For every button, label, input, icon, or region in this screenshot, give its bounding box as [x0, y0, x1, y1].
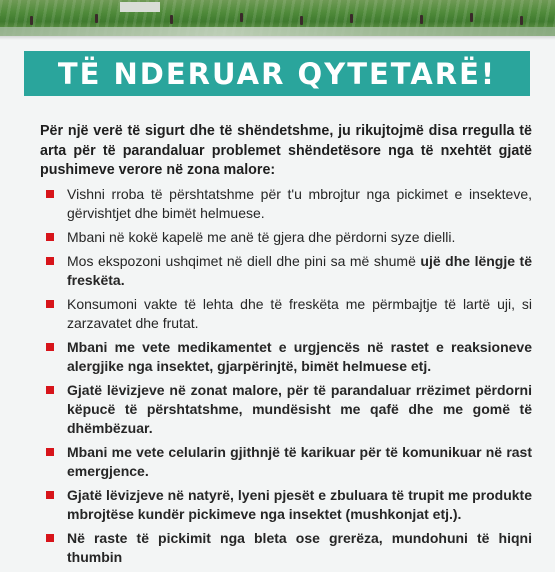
- list-item: Konsumoni vakte të lehta dhe të freskëta me përmbajtje të lartë uji, si zarzavatet dhe frutat.: [40, 295, 532, 333]
- list-item: Mbani me vete medikamentet e urgjencës në rastet e reaksioneve alergjike nga insektet, gjarpërinjtë, bimët helmuese etj.: [40, 338, 532, 376]
- bullet-square-icon: [46, 386, 54, 394]
- bullet-square-icon: [46, 257, 54, 265]
- intro-text: Për një verë të sigurt dhe të shëndetshme, ju rikujtojmë disa rregulla të arta për të parandaluar problemet shëndetësore nga të nxehtët gjatë pushimeve verore në zona malore:: [40, 123, 532, 178]
- advice-list: [40, 185, 532, 567]
- list-item: Vishni rroba të përshtatshme për t'u mbrojtur nga pickimet e insekteve, gërvishtjet dhe bimët helmuese.: [40, 185, 532, 223]
- bullet-square-icon: [46, 190, 54, 198]
- list-item: Mos ekspozoni ushqimet në diell dhe pini sa më shumë ujë dhe lëngje të freskëta.: [40, 252, 532, 290]
- list-item: Gjatë lëvizjeve në zonat malore, për të parandaluar rrëzimet përdorni këpucë të përshtatshme, mundësisht me qafë dhe me gomë të dhëmbëzuar.: [40, 381, 532, 438]
- title-banner: [24, 51, 530, 96]
- bullet-square-icon: [46, 534, 54, 542]
- advice-content: [40, 122, 532, 572]
- list-item: Mbani me vete celularin gjithnjë të karikuar për të komunikuar në rast emergjence.: [40, 443, 532, 481]
- bullet-square-icon: [46, 233, 54, 241]
- bullet-square-icon: [46, 491, 54, 499]
- header-photo: [0, 0, 555, 36]
- list-item: Gjatë lëvizjeve në natyrë, lyeni pjesët e zbuluara të trupit me produkte mbrojtëse kundër pickimeve nga insektet (mushkonjat etj.).: [40, 486, 532, 524]
- bullet-square-icon: [46, 300, 54, 308]
- bullet-square-icon: [46, 448, 54, 456]
- bullet-square-icon: [46, 343, 54, 351]
- list-item: Mbani në kokë kapelë me anë të gjera dhe përdorni syze dielli.: [40, 228, 532, 247]
- page-title: TË NDERUAR QYTETARË!: [57, 56, 497, 91]
- list-item: Në raste të pickimit nga bleta ose grerëza, mundohuni të hiqni thumbin: [40, 529, 532, 567]
